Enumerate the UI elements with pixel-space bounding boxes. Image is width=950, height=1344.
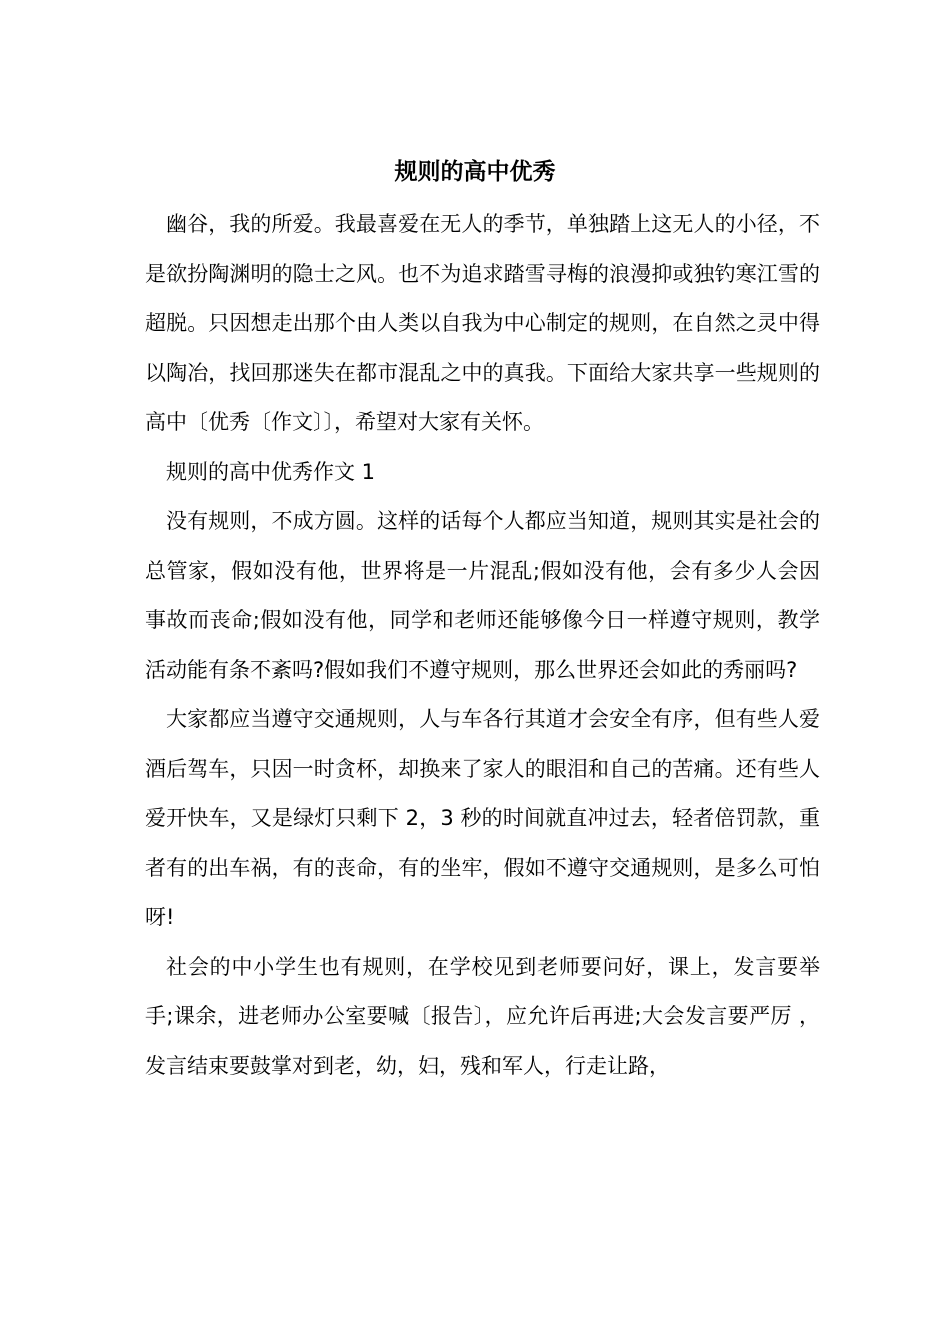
section-heading: 规则的高中优秀作文 1 <box>166 459 376 484</box>
document-title: 规则的高中优秀 <box>394 159 556 185</box>
document-body <box>145 200 820 1091</box>
body-paragraph: 没有规则，不成方圆。这样的话每个人都应当知道，规则其实是社会的总管家，假如没有他，世界将是一片混乱;假如没有他，会有多少人会因事故而丧命;假如没有他，同学和老师还能够像今日一样遵守规则，教学活动能有条不紊吗?假如我们不遵守规则，那么世界还会如此的秀丽吗? <box>145 509 820 682</box>
body-paragraph: 社会的中小学生也有规则，在学校见到老师要问好，课上，发言要举手;课余，进老师办公室要喊〔报告〕，应允许后再进;大会发言要严厉 ，发言结束要鼓掌对到老，幼，妇，残和军人，行走让路， <box>145 954 820 1078</box>
body-paragraph: 大家都应当遵守交通规则，人与车各行其道才会安全有序，但有些人爱酒后驾车，只因一时贪杯，却换来了家人的眼泪和自己的苦痛。还有些人爱开快车，又是绿灯只剩下 2，3 秒的时间就直冲过去，轻者倍罚款，重者有的出车祸，有的丧命，有的坐牢，假如不遵守交通规则，是多么可怕呀! <box>145 707 820 929</box>
intro-paragraph: 幽谷，我的所爱。我最喜爱在无人的季节，单独踏上这无人的小径，不是欲扮陶渊明的隐士之风。也不为追求踏雪寻梅的浪漫抑或独钓寒江雪的超脱。只因想走出那个由人类以自我为中心制定的规则，在自然之灵中得以陶冶，找回那迷失在都市混乱之中的真我。下面给大家共享一些规则的高中〔优秀〔作文〕〕，希望对大家有关怀。 <box>145 212 820 434</box>
